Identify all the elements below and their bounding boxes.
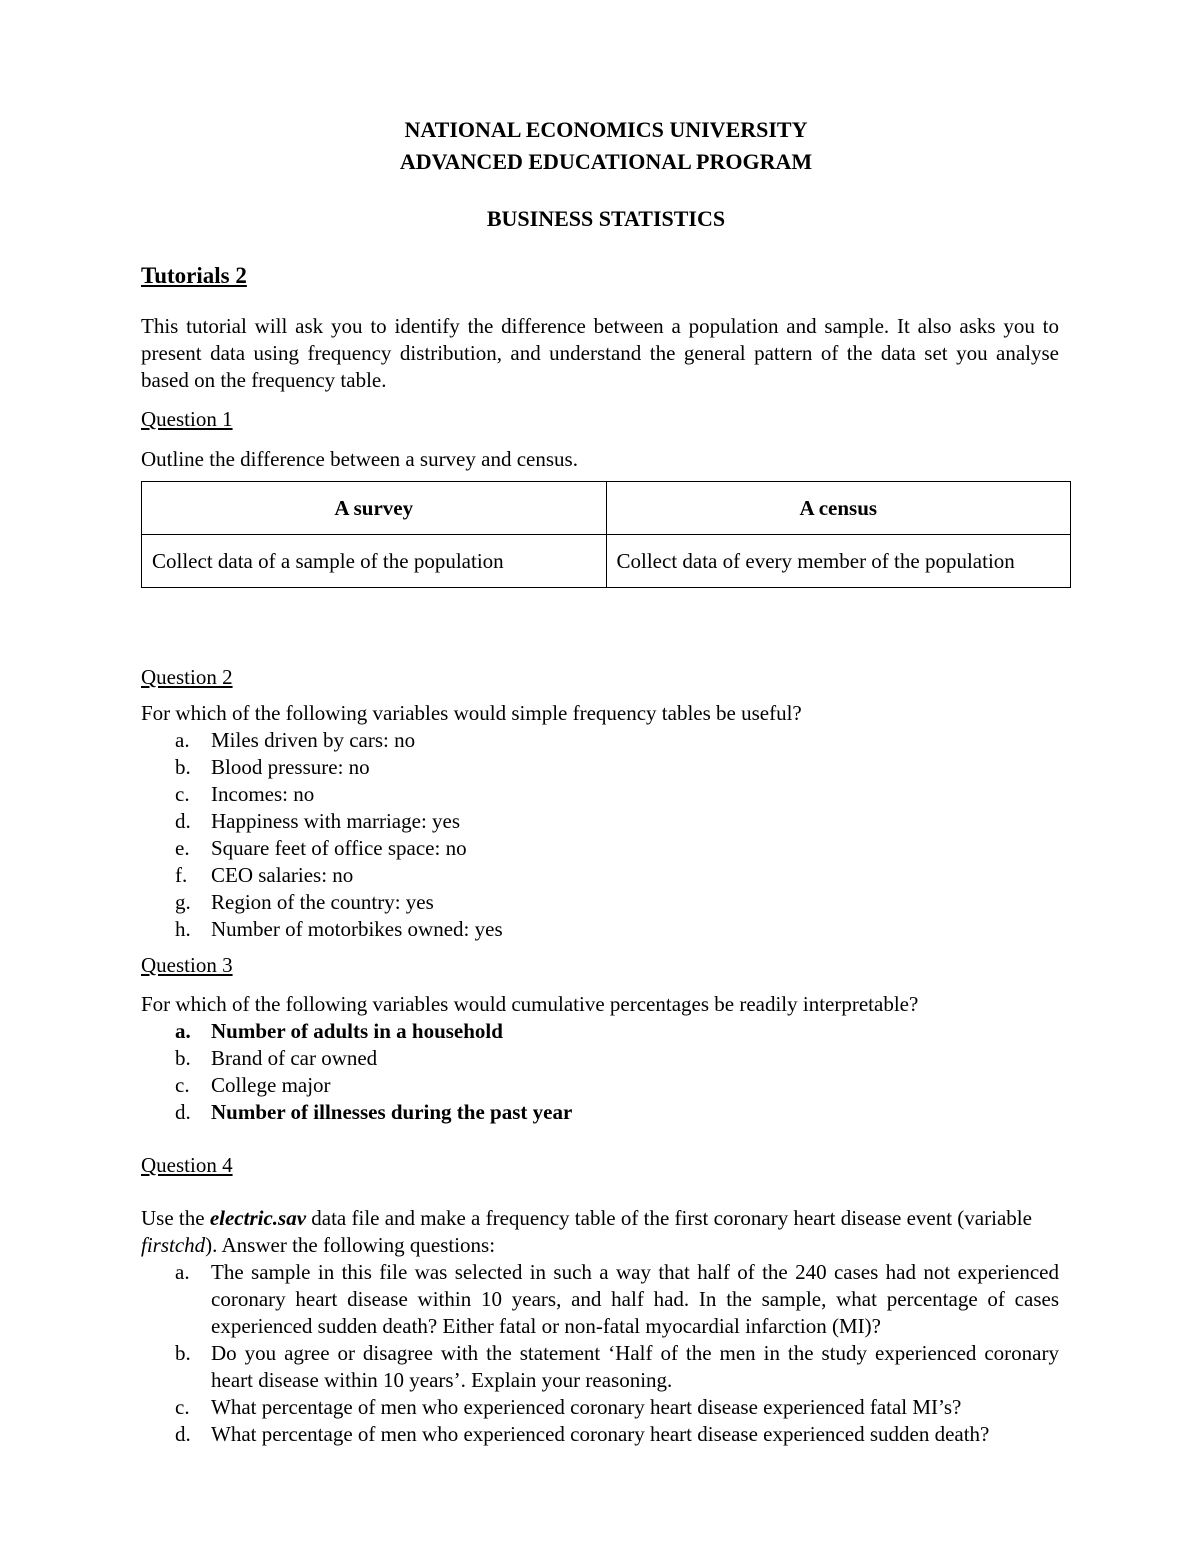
data-file-name: electric.sav [209,1206,307,1230]
course-title: BUSINESS STATISTICS [486,206,726,231]
table-cell-survey: Collect data of a sample of the population [142,535,607,588]
list-item [141,916,1071,943]
list-item-text: Miles driven by cars: no [211,728,416,752]
list-item-label: h. [175,917,191,941]
list-item [141,808,1071,835]
list-item [141,1018,1071,1045]
list-item-text: CEO salaries: no [211,863,354,887]
list-item-label: d. [175,809,191,833]
question-4-title: Question 4 [141,1153,233,1177]
question-4-text-mid: data file and make a frequency table of the first coronary heart disease event (variable [306,1206,1032,1230]
list-item [141,1340,1059,1394]
list-item-label: f. [175,863,188,887]
list-item-text: Incomes: no [211,782,315,806]
list-item-text: Blood pressure: no [211,755,370,779]
list-item-text: Brand of car owned [211,1046,378,1070]
tutorial-title: Tutorials 2 [141,263,247,288]
list-item [141,727,1071,754]
list-item-label: g. [175,890,191,914]
list-item [141,1072,1071,1099]
question-4-text [141,1205,1059,1259]
list-item-text: Number of adults in a household [211,1019,503,1043]
list-item [141,1099,1071,1126]
question-4-text-post: ). Answer the following questions: [205,1233,496,1257]
list-item-label: d. [175,1100,191,1124]
list-item-text: Number of illnesses during the past year [211,1100,573,1124]
list-item-label: c. [175,782,190,806]
question-2-text: For which of the following variables would simple frequency tables be useful? [141,701,802,725]
list-item-text: Number of motorbikes owned: yes [211,917,503,941]
question-4-list [141,1259,1071,1448]
list-item-label: b. [175,1341,191,1365]
question-4-text-pre: Use the [141,1206,210,1230]
question-1-text: Outline the difference between a survey and census. [141,447,578,471]
list-item-label: e. [175,836,190,860]
list-item [141,1421,1059,1448]
table-row [142,535,1071,588]
list-item-text: College major [211,1073,331,1097]
list-item-text: What percentage of men who experienced coronary heart disease experienced sudden death? [211,1422,990,1446]
list-item-text: Square feet of office space: no [211,836,467,860]
question-1-title: Question 1 [141,407,233,431]
list-item [141,1394,1059,1421]
list-item-text: Region of the country: yes [211,890,434,914]
list-item [141,781,1071,808]
list-item-label: c. [175,1395,190,1419]
table-header-row [142,482,1071,535]
question-2-title: Question 2 [141,665,233,689]
table-cell-census: Collect data of every member of the population [606,535,1071,588]
list-item-label: d. [175,1422,191,1446]
list-item-label: b. [175,1046,191,1070]
variable-name: firstchd [141,1233,206,1257]
question-3-title: Question 3 [141,953,233,977]
question-3-list [141,1018,1071,1126]
list-item [141,862,1071,889]
list-item [141,889,1071,916]
list-item-label: b. [175,755,191,779]
list-item-label: a. [175,1260,190,1284]
program-name: ADVANCED EDUCATIONAL PROGRAM [399,149,813,174]
list-item [141,1045,1071,1072]
list-item [141,835,1071,862]
survey-census-table [141,481,1071,588]
list-item-text: What percentage of men who experienced coronary heart disease experienced fatal MI’s? [211,1395,962,1419]
list-item-label: a. [175,1019,191,1043]
question-2-list [141,727,1071,943]
document-page [141,114,1071,1448]
university-name: NATIONAL ECONOMICS UNIVERSITY [404,117,808,142]
list-item-text: Do you agree or disagree with the statement ‘Half of the men in the study experienced coronary heart disease within 10 years’. Explain your reasoning. [211,1341,1059,1392]
table-header-census: A census [606,482,1071,535]
list-item-label: a. [175,728,190,752]
list-item [141,1259,1059,1340]
list-item-text: Happiness with marriage: yes [211,809,461,833]
table-header-survey: A survey [142,482,607,535]
list-item [141,754,1071,781]
intro-paragraph: This tutorial will ask you to identify the difference between a population and sample. It also asks you to present data using frequency distribution, and understand the general pattern of the data set you analyse based on the frequency table. [141,314,1059,392]
list-item-text: The sample in this file was selected in such a way that half of the 240 cases had not experienced coronary heart disease within 10 years, and half had. In the sample, what percentage of cases experienced sudden death? Either fatal or non-fatal myocardial infarction (MI)? [211,1260,1059,1338]
question-3-text: For which of the following variables would cumulative percentages be readily interpretable? [141,992,919,1016]
list-item-label: c. [175,1073,190,1097]
